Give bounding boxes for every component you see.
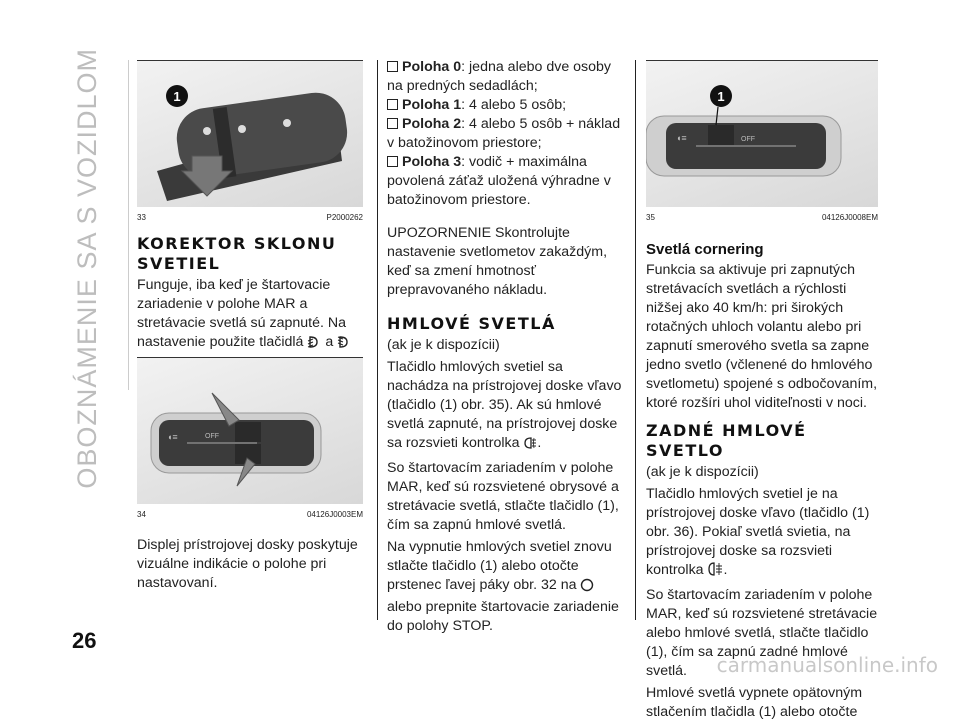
column-divider [635, 60, 636, 620]
rear-fog-light-icon [708, 561, 724, 583]
figure-34-caption [137, 510, 363, 519]
headlight-down-icon [307, 335, 321, 355]
watermark: carmanualsonline.info [716, 653, 938, 677]
chapter-title: OBOZNÁMENIE SA S VOZIDLOM [72, 48, 102, 489]
figure-33-caption [137, 213, 363, 222]
column-divider [128, 60, 129, 390]
figure-code: P2000262 [326, 213, 363, 222]
load-position-item: Poloha 1: 4 alebo 5 osôb; [387, 96, 625, 115]
paragraph: Tlačidlo hmlových svetiel sa nachádza na prístrojovej doske vľavo (tlačidlo (1) obr. 35). Ak sú hmlové svetlá zapnuté, na prístrojovej doske sa rozsvieti kontrolka . [387, 358, 625, 456]
column-3 [646, 236, 882, 725]
subsection-heading: Svetlá cornering [646, 241, 764, 258]
off-ring-icon [580, 578, 594, 598]
section-heading: ZADNÉ HMLOVÉ SVETLO [646, 421, 807, 460]
front-fog-light-icon [523, 436, 537, 456]
paragraph: Tlačidlo hmlových svetiel je na prístrojovej doske vľavo (tlačidlo (1) obr. 36). Pokiaľ svetlá svietia, na prístrojovej doske sa rozsvieti kontrolka . [646, 485, 882, 583]
column-divider [377, 60, 378, 620]
load-position-item: Poloha 3: vodič + maximálna povolená záťaž uložená výhradne v batožinovom priestore. [387, 154, 611, 208]
svg-text:1: 1 [173, 89, 181, 104]
paragraph: Funkcia sa aktivuje pri zapnutých stretávacích svetlách a rýchlosti nižšej ako 40 km/h: pri širokých rotačných uhloch volantu alebo pri zapnutí smerového svetla sa zapne jedno svetlo (včlenené do hmlového svetlometu) spojené s odbočovaním, ktoré rozšíri uhol viditeľnosti v noci. [646, 262, 878, 411]
checkbox-bullet-icon [387, 118, 398, 129]
figure-35-fog-button [646, 60, 878, 207]
load-position-item: Poloha 2: 4 alebo 5 osôb + náklad v batožinovom priestore; [387, 116, 621, 151]
availability-note: (ak je k dispozícii) [646, 464, 759, 480]
svg-text:OFF: OFF [741, 136, 755, 143]
paragraph: Displej prístrojovej dosky poskytuje vizuálne indikácie o polohe pri nastavovaní. [137, 537, 358, 591]
paragraph: So štartovacím zariadením v polohe MAR, keď sú rozsvietené stretávacie alebo hmlové svetlá, stlačte tlačidlo (1), čím sa zapnú zadné hmlové svetlá. [646, 587, 878, 679]
paragraph: Hmlové svetlá vypnete opätovným stlačením tlačidla (1) alebo otočte [646, 685, 863, 720]
figure-number: 34 [137, 510, 146, 519]
column-2 [387, 58, 625, 639]
figure-number: 33 [137, 213, 146, 222]
svg-text:◖≡: ◖≡ [676, 133, 687, 143]
checkbox-bullet-icon [387, 61, 398, 72]
paragraph: Na vypnutie hmlových svetiel znovu stlačte tlačidlo (1) alebo otočte prstenec ľavej páky obr. 32 na alebo prepnite štartovacie zariadenie do polohy STOP. [387, 539, 619, 634]
figure-34-switch-panel [137, 357, 363, 504]
chapter-sidebar [72, 48, 112, 489]
headlight-up-icon [337, 335, 351, 355]
figure-code: 04126J0003EM [306, 510, 363, 519]
paragraph: So štartovacím zariadením v polohe MAR, keď sú rozsvietené obrysové a stretávacie svetlá, stlačte tlačidlo (1), čím sa zapnú hmlové svetlá. [387, 460, 619, 533]
load-position-item: Poloha 0: jedna alebo dve osoby na predných sedadlách; [387, 59, 612, 94]
svg-text:OFF: OFF [205, 433, 219, 440]
availability-note: (ak je k dispozícii) [387, 337, 500, 353]
paragraph: Funguje, iba keď je štartovacie zariadenie v polohe MAR a stretávacie svetlá sú zapnuté. Na nastavenie použite tlačidlá a [137, 276, 367, 374]
figure-code: 04126J0008EM [821, 213, 878, 222]
svg-text:◖≡: ◖≡ [167, 432, 178, 442]
warning-paragraph: UPOZORNENIE Skontrolujte nastavenie svetlometov zakaždým, keď sa zmení hmotnosť prepravovaného nákladu. [387, 225, 608, 298]
column-1 [137, 226, 367, 377]
figure-35-caption [646, 213, 878, 222]
section-heading: HMLOVÉ SVETLÁ [387, 314, 556, 333]
figure-number: 35 [646, 213, 655, 222]
figure-33-lever [137, 60, 363, 207]
page-number: 26 [72, 628, 97, 653]
column-1-bottom [137, 536, 367, 596]
section-heading: KOREKTOR SKLONU SVETIEL [137, 234, 337, 273]
svg-text:1: 1 [717, 89, 725, 104]
checkbox-bullet-icon [387, 99, 398, 110]
checkbox-bullet-icon [387, 156, 398, 167]
